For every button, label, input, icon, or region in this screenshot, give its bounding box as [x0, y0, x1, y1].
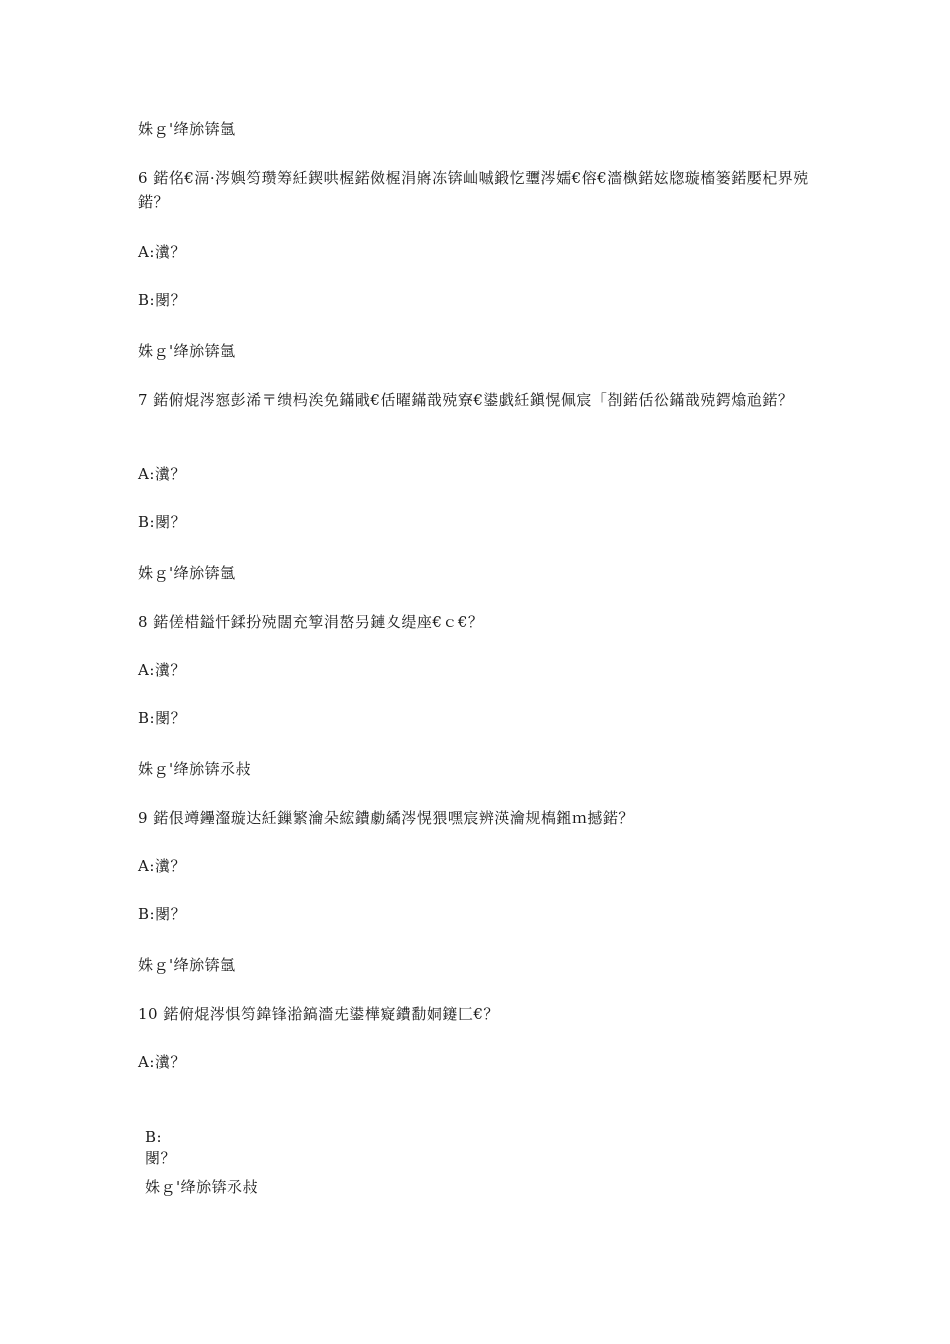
question-8-option-a: A:瀵？ [138, 661, 186, 679]
question-9-option-a: A:瀵？ [138, 857, 186, 875]
question-10-option-a: A:瀵？ [138, 1053, 186, 1071]
question-8-option-b: B:閿？ [138, 709, 187, 727]
question-9-option-b: B:閿？ [138, 905, 187, 923]
question-9: 9 鍩佷竴鑸瀣璇达紝鏁繁瀹朵綋鐨勮繘涔愰猥嘿宸辨渶瀹规槗鎺ｍ撼鍩？ [138, 809, 634, 827]
question-10-option-b-text: 閿？ [145, 1149, 177, 1167]
answer-line: 姝ｇ'绛旀锛氬 [138, 342, 236, 360]
answer-line: 姝ｇ'绛旀锛氬 [138, 120, 236, 138]
answer-line: 姝ｇ'绛旀锛氬 [138, 956, 236, 974]
question-6-option-a: A:瀵？ [138, 243, 186, 261]
question-7-option-b: B:閿？ [138, 513, 187, 531]
question-10: 10 鍩俯焜涔惧笉鍏锋湁鎬濇兂鍙樺寲鐨勫姛鑳匚€？ [138, 1005, 499, 1023]
question-7-option-a: A:瀵？ [138, 465, 186, 483]
question-6-option-b: B:閿？ [138, 291, 187, 309]
answer-line: 姝ｇ'绛旀锛氶敊 [145, 1178, 259, 1196]
answer-line: 姝ｇ'绛旀锛氬 [138, 564, 236, 582]
question-8: 8 鍩傞棤鎰忓鍒扮殑闊充箰涓嶅叧鏈夊缇座€ｃ€？ [138, 613, 484, 631]
question-10-option-b-label: B: [145, 1128, 163, 1146]
question-6: 6 鍩佲€滆·涔嬩笉瓒筹紝鍥哄楃鍩傚楃涓嶈冻锛屾嘁鍛忔瓕涔嬬€傛€濇槸鍩妶牎璇槒篓鍩嬮杞界殑鍩？ [138, 169, 809, 211]
question-7: 7 鍩俯焜涔惌彭浠〒缋杩涘免鏋戙€佸曜鏋戠殑寮€鍙戯紝鎭愰佩宸「剳鍩佸彸鏋戠殑鍔熻兘鍩？ [138, 391, 794, 409]
answer-line: 姝ｇ'绛旀锛氶敊 [138, 760, 252, 778]
